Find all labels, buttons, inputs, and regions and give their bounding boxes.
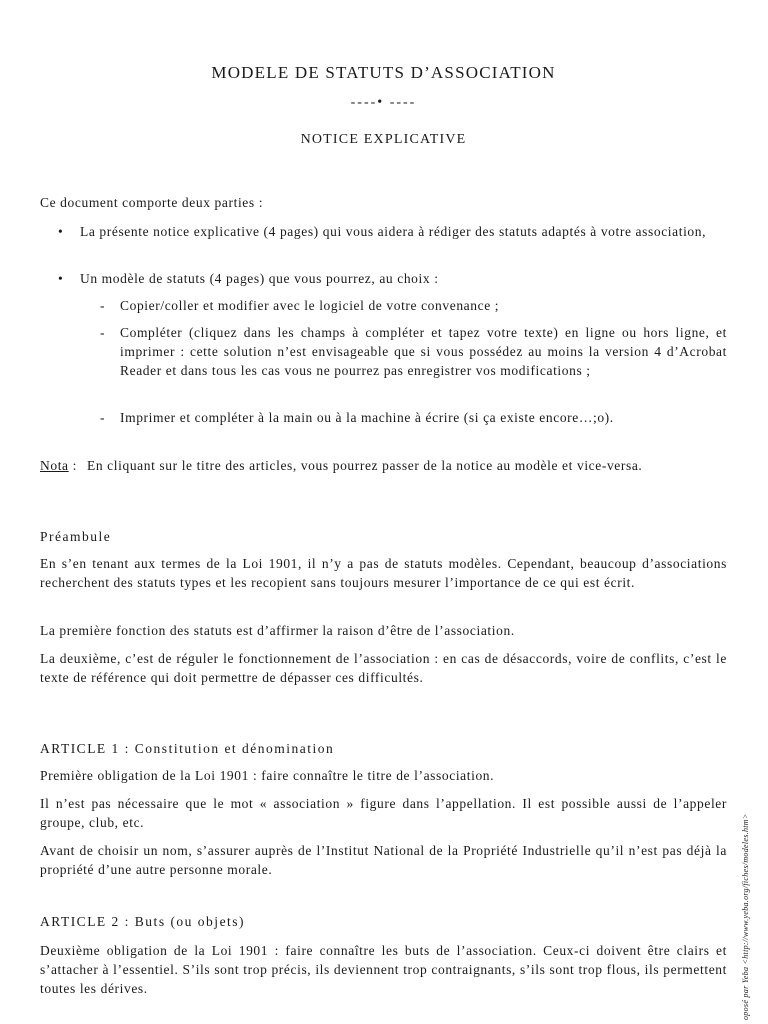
bullet-text: La présente notice explicative (4 pages) qui vous aidera à rédiger des statuts adaptés à votre association, [80,224,707,239]
preambule-paragraph: La deuxième, c’est de réguler le fonctionnement de l’association : en cas de désaccords, voire de conflits, c’est le texte de référence qui doit permettre de dépasser ces difficultés. [40,651,727,685]
article-1-paragraph: Première obligation de la Loi 1901 : faire connaître le titre de l’association. [40,768,495,783]
dash-icon: - [100,325,106,340]
article-1-heading[interactable]: ARTICLE 1 : Constitution et dénomination [40,741,335,756]
nota-block [40,456,727,475]
preambule-paragraph: En s’en tenant aux termes de la Loi 1901, il n’y a pas de statuts modèles. Cependant, beaucoup d’associations recherchent des statuts types et les recopient sans toujours mesurer l’importance de ce qui est écrit. [40,556,727,590]
bullet-text: Un modèle de statuts (4 pages) que vous pourrez, au choix : [80,271,439,286]
source-side-note: oposé par Yeba <http://www.yeba.org/fiches/modeles.htm> [741,813,750,1020]
nota-label: Nota [40,458,69,473]
bullet-icon: • [58,271,64,286]
preambule-heading[interactable]: Préambule [40,529,112,544]
article-1-paragraph: Il n’est pas nécessaire que le mot « association » figure dans l’appellation. Il est possible aussi de l’appeler groupe, club, etc. [40,796,727,830]
bullet-item [58,222,727,241]
dash-icon: - [100,298,106,313]
document-title: MODELE DE STATUTS D’ASSOCIATION [211,63,556,82]
article-2-heading[interactable]: ARTICLE 2 : Buts (ou objets) [40,914,246,929]
dash-icon: - [100,410,106,425]
option-text: Copier/coller et modifier avec le logiciel de votre convenance ; [120,298,500,313]
title-separator: ----• ---- [350,95,417,110]
option-item [100,323,727,380]
bullet-item [58,269,727,288]
nota-colon: : [68,458,77,473]
notice-subtitle: NOTICE EXPLICATIVE [300,132,467,147]
bullet-icon: • [58,224,64,239]
article-1-paragraph: Avant de choisir un nom, s’assurer auprès de l’Institut National de la Propriété Industrielle qu’il n’est pas déjà la propriété d’une autre personne morale. [40,843,727,877]
preambule-paragraph: La première fonction des statuts est d’affirmer la raison d’être de l’association. [40,623,515,638]
nota-text: En cliquant sur le titre des articles, vous pourrez passer de la notice au modèle et vice-versa. [87,458,643,473]
option-item [100,408,727,427]
article-2-paragraph: Deuxième obligation de la Loi 1901 : faire connaître les buts de l’association. Ceux-ci doivent être clairs et s’attacher à l’essentiel. S’ils sont trop précis, ils deviennent trop contraignants, s’ils sont trop flous, ils permettent toutes les dérives. [40,943,727,996]
option-text: Imprimer et compléter à la main ou à la machine à écrire (si ça existe encore…;o). [120,410,614,425]
intro-text: Ce document comporte deux parties : [40,195,264,210]
option-item [100,296,727,315]
option-text: Compléter (cliquez dans les champs à compléter et tapez votre texte) en ligne ou hors ligne, et imprimer : cette solution n’est envisageable que si vous possédez au moins la version 4 d’Acrobat Reader et dans tous les cas vous ne pourrez pas enregistrer vos modifications ; [120,325,727,378]
